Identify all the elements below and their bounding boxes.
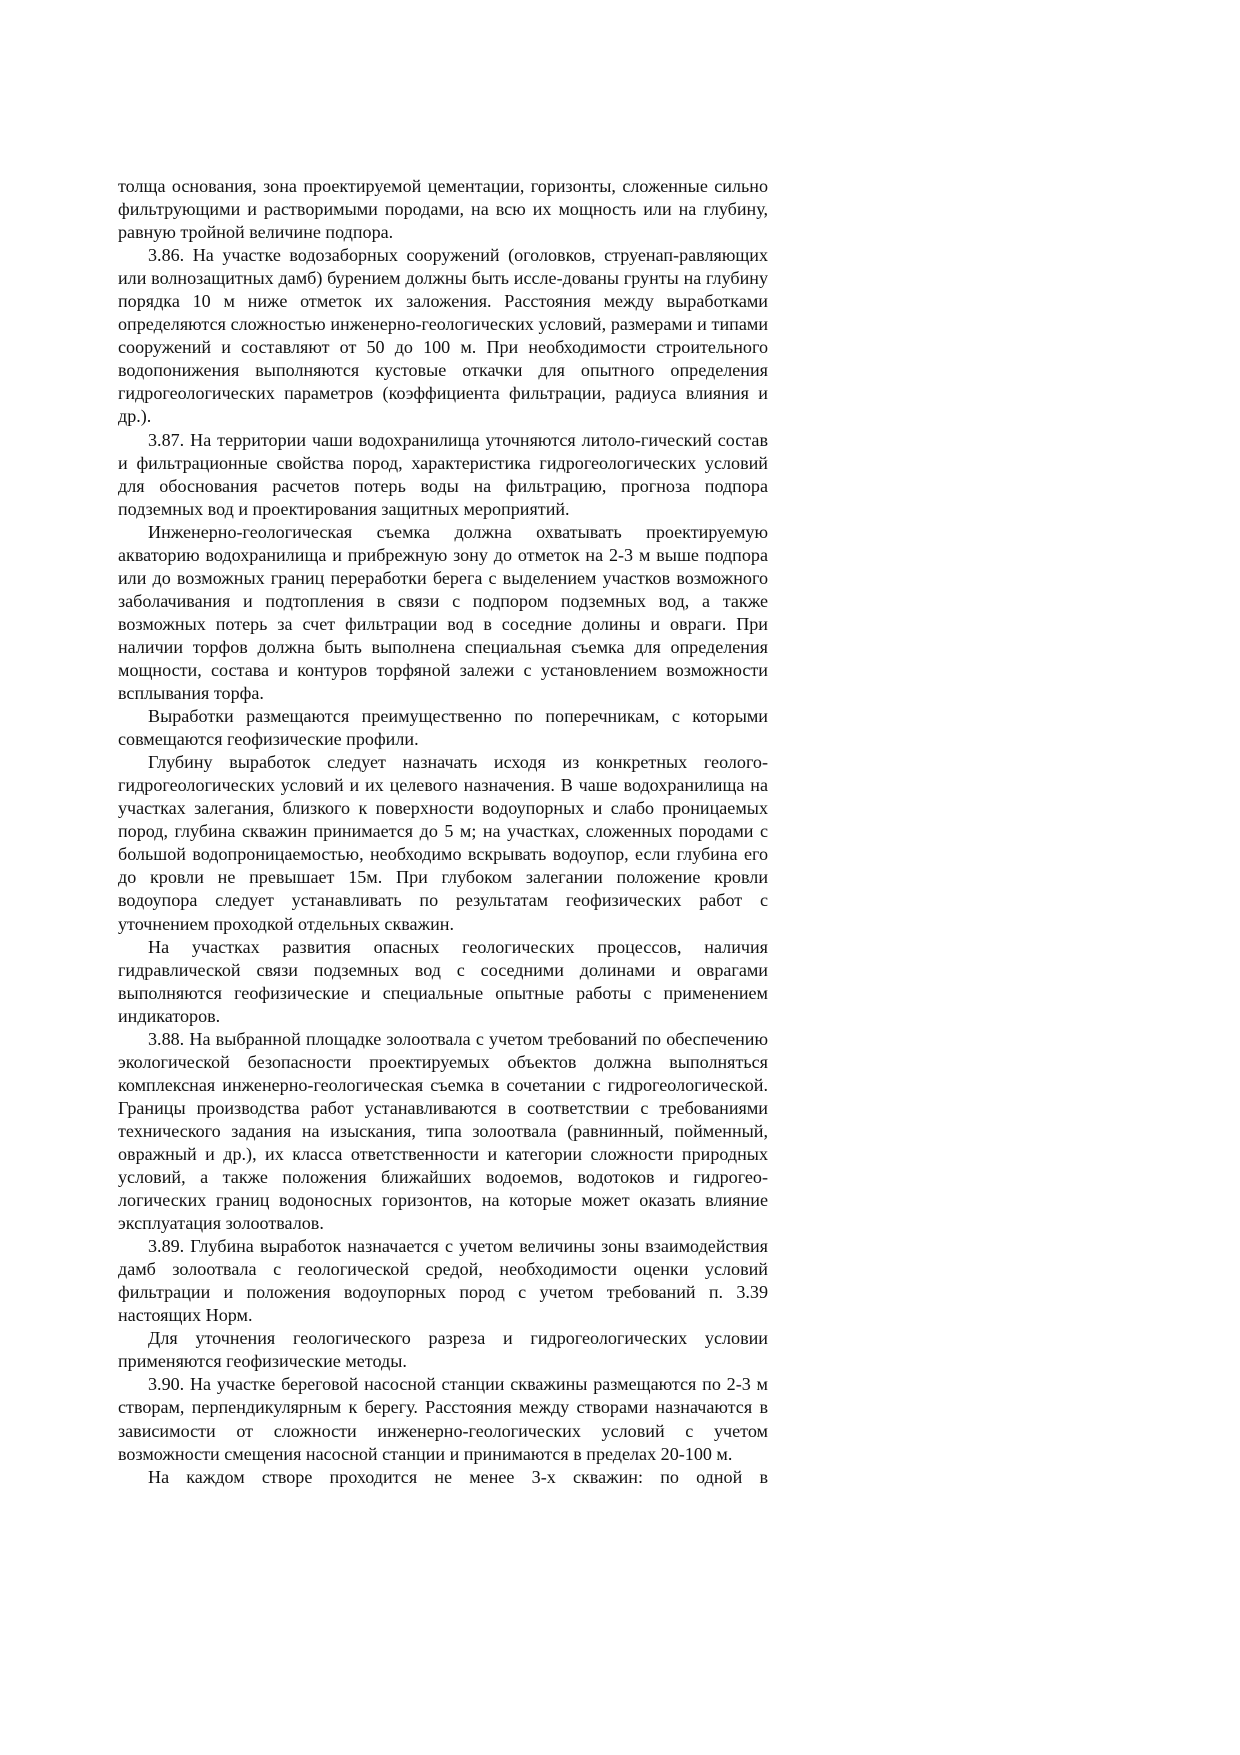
paragraph-3-86: 3.86. На участке водозаборных сооружений (оголовков, струенап-равляющих или волнозащитных дамб) бурением должны быть иссле-дованы грунты на глубину порядка 10 м ниже отметок их заложения. Расстояния между выработками определяются сложностью инженерно-геологических условий, размерами и типами сооружений и составляют от 50 до 100 м. При необходимости строительного водопонижения выполняются кустовые откачки для опытного определения гидрогеологических параметров (коэффициента фильтрации, радиуса влияния и др.). (118, 245, 768, 427)
paragraph-final: На каждом створе проходится не менее 3-х скважин: по одной в (148, 1466, 768, 1487)
paragraph-3-89: 3.89. Глубина выработок назначается с учетом величины зоны взаимодействия дамб золоотвала с геологической средой, необходимости оценки условий фильтрации и положения водоупорных пород с учетом требований п. 3.39 настоящих Норм. (118, 1236, 768, 1326)
paragraph-3-88: 3.88. На выбранной площадке золоотвала с учетом требований по обеспечению экологической безопасности проектируемых объектов должна выполняться комплексная инженерно-геологическая съемка в сочетании с гидрогеологической. Границы производства работ устанавливаются в соответствии с требованиями технического задания на изыскания, типа золоотвала (равнинный, пойменный, овражный и др.), их класса ответственности и категории сложности природных условий, а также положения ближайших водоемов, водотоков и гидрогео-логических границ водоносных горизонтов, на которые может оказать влияние эксплуатация золоотвалов. (118, 1028, 768, 1234)
paragraph-hazard-areas: На участках развития опасных геологических процессов, наличия гидравлической связи подземных вод с соседними долинами и оврагами выполняются геофизические и специальные опытные работы с применением индикаторов. (118, 936, 768, 1026)
paragraph-3-87: 3.87. На территории чаши водохранилища уточняются литоло-гический состав и фильтрационные свойства пород, характеристика гидрогеологических условий для обоснования расчетов потерь воды на фильтрацию, прогноза подпора подземных вод и проектирования защитных мероприятий. (118, 429, 768, 519)
paragraph-geophysics: Для уточнения геологического разреза и гидрогеологических условии применяются геофизические методы. (118, 1328, 768, 1372)
paragraph-workings-placement: Выработки размещаются преимущественно по поперечникам, с которыми совмещаются геофизические профили. (118, 706, 768, 750)
document-page (118, 175, 768, 1489)
paragraph-survey: Инженерно-геологическая съемка должна охватывать проектируемую акваторию водохранилища и прибрежную зону до отметок на 2-3 м выше подпора или до возможных границ переработки берега с выделением участков возможного заболачивания и подтопления в связи с подпором подземных вод, а также возможных потерь за счет фильтрации вод в соседние долины и овраги. При наличии торфов должна быть выполнена специальная съемка для определения мощности, состава и контуров торфяной залежи с установлением возможности всплывания торфа. (118, 521, 768, 704)
paragraph-workings-depth: Глубину выработок следует назначать исходя из конкретных геолого-гидрогеологических условий и их целевого назначения. В чаше водохранилища на участках залегания, близкого к поверхности водоупорных и слабо проницаемых пород, глубина скважин принимается до 5 м; на участках, сложенных породами с большой водопроницаемостью, необходимо вскрывать водоупор, если глубина его до кровли не превышает 15м. При глубоком залегании положение кровли водоупора следует устанавливать по результатам геофизических работ с уточнением проходкой отдельных скважин. (118, 752, 768, 934)
paragraph-3-90: 3.90. На участке береговой насосной станции скважины размещаются по 2-3 м створам, перпендикулярным к берегу. Расстояния между створами назначаются в зависимости от сложности инженерно-геологических условий с учетом возможности смещения насосной станции и принимаются в пределах 20-100 м. (118, 1374, 768, 1464)
paragraph-1: толща основания, зона проектируемой цементации, горизонты, сложенные сильно фильтрующими и растворимыми породами, на всю их мощность или на глубину, равную тройной величине подпора. (118, 176, 768, 243)
